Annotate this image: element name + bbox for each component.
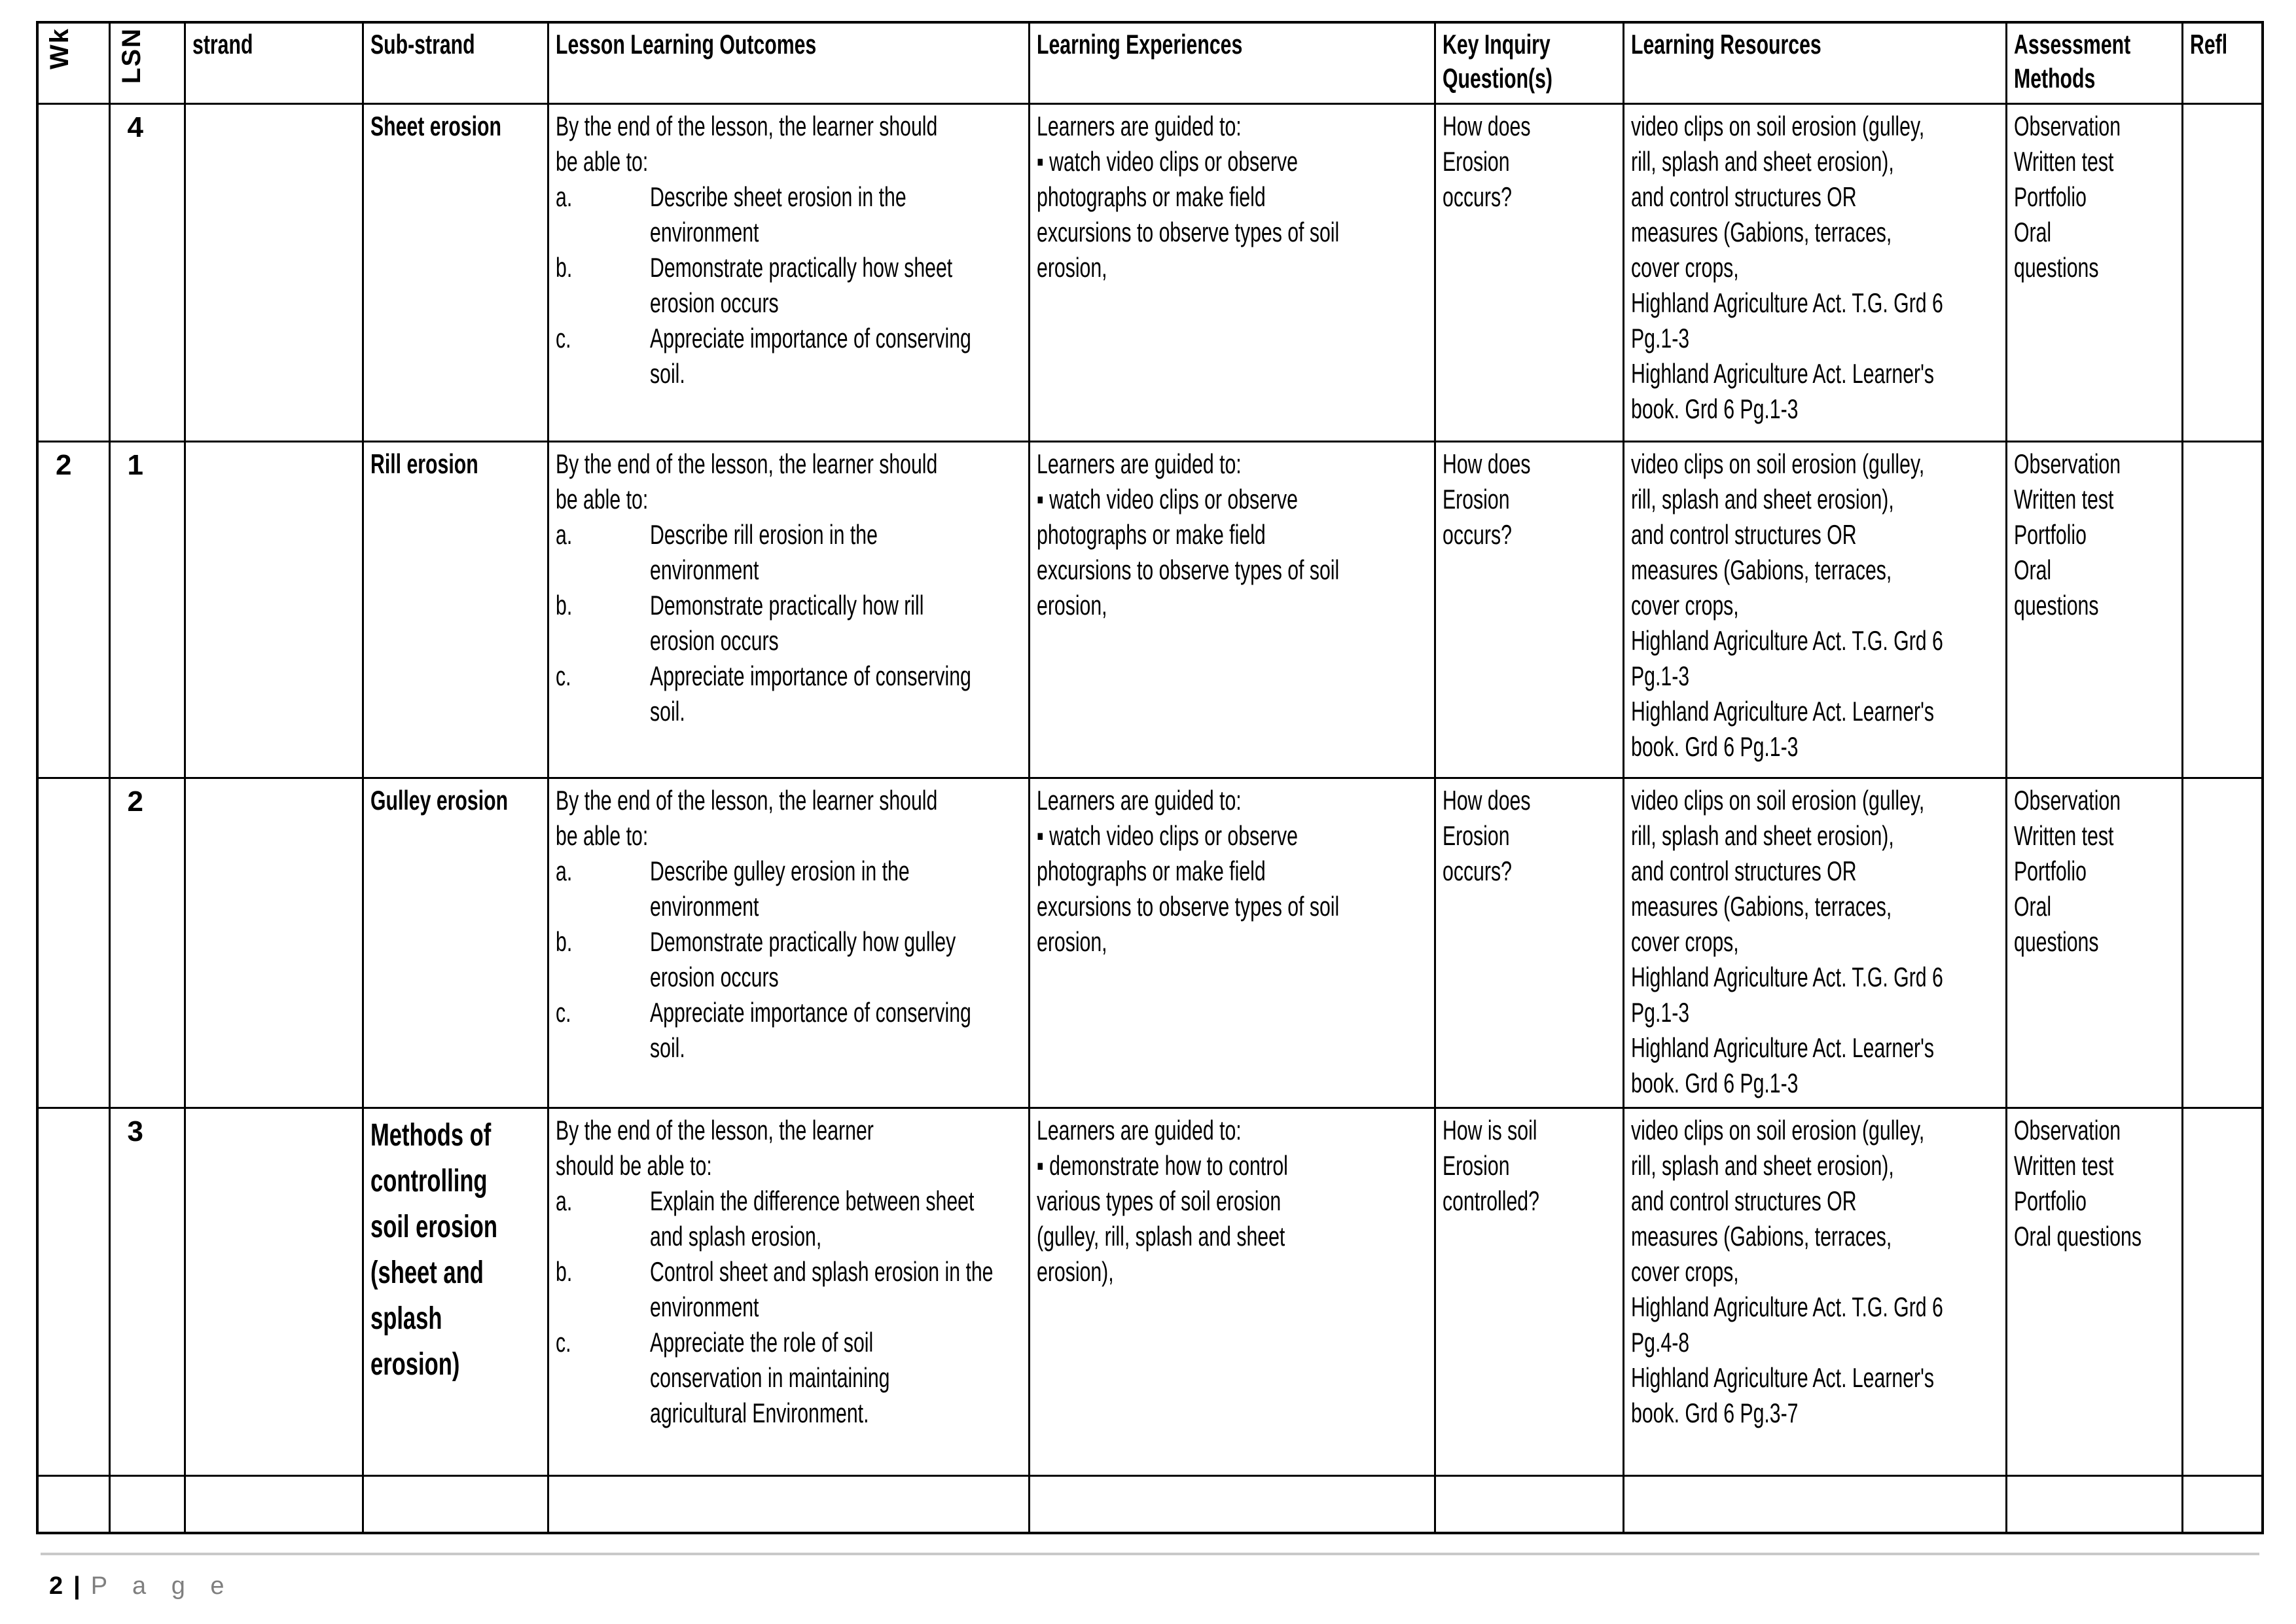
cell-sub-strand: [363, 778, 548, 1108]
table-row-gulley-erosion: [37, 778, 2263, 1108]
cell-lsn: [109, 1475, 185, 1533]
cell-lsn: [109, 1108, 185, 1475]
cell-lsn: [109, 778, 185, 1108]
cell-assessment: [2006, 1108, 2182, 1475]
cell-outcomes: [548, 441, 1029, 778]
outcome-item-text: Appreciate importance of conserving soil.: [649, 322, 971, 389]
outcome-item-text: Describe gulley erosion in the environment: [649, 855, 910, 922]
outcome-item-label: b.: [555, 251, 572, 283]
outcomes-intro: By the end of the lesson, the learner should be able to:: [555, 110, 937, 177]
cell-strand: [185, 441, 363, 778]
footer-separator: |: [73, 1572, 81, 1600]
outcomes-intro: By the end of the lesson, the learner should be able to:: [555, 1114, 874, 1181]
outcome-item-label: b.: [555, 926, 572, 957]
sub-strand-text: Sheet erosion: [370, 110, 501, 141]
scheme-of-work-table: [36, 21, 2264, 1534]
outcome-item: [556, 1254, 1022, 1325]
outcome-item-label: a.: [555, 181, 572, 212]
sub-strand-text: Methods of controlling soil erosion (sheet and splash erosion): [370, 1117, 497, 1382]
key-inquiry-text: How does Erosion occurs?: [1442, 784, 1530, 886]
experiences-bullet: ▪ watch video clips or observe photographs or make field excursions to observe types of soil erosion,: [1036, 483, 1339, 621]
footer-divider: [41, 1553, 2259, 1555]
outcome-item-text: Appreciate importance of conserving soil.: [649, 996, 971, 1063]
cell-strand: [185, 1475, 363, 1533]
lsn-value: 4: [127, 111, 143, 143]
cell-key-inquiry: [1435, 778, 1623, 1108]
cell-assessment: [2006, 103, 2182, 441]
cell-experiences: [1029, 441, 1435, 778]
resources-text: video clips on soil erosion (gulley, rill, splash and sheet erosion), and control structures OR measures (Gabions, terraces, cover crops, Highland Agriculture Act. T.G. Grd 6 Pg.1-3 Highland Agriculture Act. Learner's book. Grd 6 Pg.1-3: [1630, 784, 1943, 1098]
assessment-text: Observation Written test Portfolio Oral questions: [2013, 1114, 2142, 1252]
outcome-item: [556, 250, 1022, 321]
cell-wk: [37, 441, 109, 778]
cell-refl: [2182, 441, 2263, 778]
outcome-item-text: Appreciate the role of soil conservation in maintaining agricultural Environment.: [649, 1326, 889, 1428]
header-experiences-label: Learning Experiences: [1036, 29, 1242, 60]
key-inquiry-text: How does Erosion occurs?: [1442, 110, 1530, 212]
cell-refl: [2182, 778, 2263, 1108]
resources-text: video clips on soil erosion (gulley, rill, splash and sheet erosion), and control structures OR measures (Gabions, terraces, cover crops, Highland Agriculture Act. T.G. Grd 6 Pg.1-3 Highland Agriculture Act. Learner's book. Grd 6 Pg.1-3: [1630, 448, 1943, 762]
cell-strand: [185, 1108, 363, 1475]
cell-key-inquiry: [1435, 1475, 1623, 1533]
cell-sub-strand: [363, 1108, 548, 1475]
outcome-item-text: Control sheet and splash erosion in the environment: [649, 1255, 993, 1322]
header-refl-label: Refl: [2189, 29, 2227, 60]
wk-value: [45, 783, 102, 785]
wk-value: [45, 109, 102, 111]
header-resources: [1623, 22, 2006, 103]
outcome-item: [556, 588, 1022, 659]
outcome-item: [556, 1183, 1022, 1254]
cell-lsn: [109, 103, 185, 441]
outcome-item-text: Describe rill erosion in the environment: [649, 518, 878, 585]
wk-value: [45, 1113, 102, 1115]
header-experiences: [1029, 22, 1435, 103]
cell-lsn: [109, 441, 185, 778]
cell-experiences: [1029, 103, 1435, 441]
experiences-bullet: ▪ watch video clips or observe photographs or make field excursions to observe types of soil erosion,: [1036, 145, 1339, 283]
cell-assessment: [2006, 1475, 2182, 1533]
assessment-text: Observation Written test Portfolio Oral questions: [2013, 110, 2121, 283]
cell-wk: [37, 1475, 109, 1533]
outcome-item: [556, 659, 1022, 729]
outcomes-content: [556, 783, 1022, 1066]
experiences-content: [1037, 783, 1427, 960]
experiences-content: [1037, 1113, 1427, 1290]
wk-value: 2: [56, 448, 72, 481]
table-row-methods-of-controlling: [37, 1108, 2263, 1475]
sub-strand-text: Rill erosion: [370, 448, 478, 479]
header-refl: [2182, 22, 2263, 103]
table-row-sheet-erosion: [37, 103, 2263, 441]
cell-sub-strand: [363, 103, 548, 441]
experiences-bullet: ▪ watch video clips or observe photographs or make field excursions to observe types of soil erosion,: [1036, 820, 1339, 957]
header-sub-strand-label: Sub-strand: [370, 29, 475, 60]
cell-refl: [2182, 1475, 2263, 1533]
header-assessment-label: Assessment Methods: [2013, 29, 2130, 94]
outcome-item: [556, 995, 1022, 1066]
header-lsn: [109, 22, 185, 103]
header-outcomes: [548, 22, 1029, 103]
resources-text: video clips on soil erosion (gulley, rill, splash and sheet erosion), and control structures OR measures (Gabions, terraces, cover crops, Highland Agriculture Act. T.G. Grd 6 Pg.1-3 Highland Agriculture Act. Learner's book. Grd 6 Pg.1-3: [1630, 110, 1943, 424]
outcome-item-label: a.: [555, 855, 572, 886]
cell-strand: [185, 103, 363, 441]
outcome-item: [556, 517, 1022, 588]
key-inquiry-text: How is soil Erosion controlled?: [1442, 1114, 1539, 1216]
outcome-item-label: b.: [555, 589, 572, 621]
header-assessment: [2006, 22, 2182, 103]
cell-wk: [37, 103, 109, 441]
lsn-value: 2: [127, 785, 143, 818]
outcome-item-text: Demonstrate practically how gulley erosion occurs: [649, 926, 956, 992]
experiences-bullet: ▪ demonstrate how to control various types of soil erosion (gulley, rill, splash and sheet erosion),: [1036, 1149, 1288, 1287]
header-sub-strand: [363, 22, 548, 103]
outcome-item-text: Appreciate importance of conserving soil.: [649, 660, 971, 727]
outcome-item-text: Describe sheet erosion in the environment: [649, 181, 906, 247]
cell-experiences: [1029, 1475, 1435, 1533]
lsn-value: 1: [127, 448, 143, 481]
cell-sub-strand: [363, 1475, 548, 1533]
outcome-item-label: c.: [555, 660, 571, 691]
outcome-item-text: Explain the difference between sheet and splash erosion,: [649, 1185, 974, 1252]
outcome-item-label: c.: [555, 996, 571, 1028]
outcome-item-text: Demonstrate practically how rill erosion occurs: [649, 589, 924, 656]
cell-strand: [185, 778, 363, 1108]
cell-assessment: [2006, 441, 2182, 778]
cell-refl: [2182, 103, 2263, 441]
outcomes-intro: By the end of the lesson, the learner should be able to:: [555, 784, 937, 851]
cell-assessment: [2006, 778, 2182, 1108]
cell-experiences: [1029, 1108, 1435, 1475]
cell-key-inquiry: [1435, 1108, 1623, 1475]
outcome-item-label: a.: [555, 518, 572, 550]
header-wk: [37, 22, 109, 103]
table-row-empty: [37, 1475, 2263, 1533]
table-header-row: [37, 22, 2263, 103]
cell-resources: [1623, 441, 2006, 778]
page-number: 2: [49, 1572, 63, 1600]
outcome-item-text: Demonstrate practically how sheet erosion occurs: [649, 251, 952, 318]
table-row-rill-erosion: [37, 441, 2263, 778]
experiences-content: [1037, 446, 1427, 623]
outcome-item: [556, 321, 1022, 391]
outcomes-content: [556, 1113, 1022, 1431]
cell-outcomes: [548, 778, 1029, 1108]
cell-key-inquiry: [1435, 103, 1623, 441]
cell-outcomes: [548, 103, 1029, 441]
experiences-intro: Learners are guided to:: [1036, 110, 1242, 141]
header-strand: [185, 22, 363, 103]
outcome-item-label: c.: [555, 322, 571, 353]
outcomes-content: [556, 109, 1022, 391]
assessment-text: Observation Written test Portfolio Oral questions: [2013, 448, 2121, 621]
experiences-intro: Learners are guided to:: [1036, 784, 1242, 816]
header-key-inquiry: [1435, 22, 1623, 103]
header-lsn-label: LSN: [117, 27, 146, 84]
cell-refl: [2182, 1108, 2263, 1475]
key-inquiry-text: How does Erosion occurs?: [1442, 448, 1530, 550]
assessment-text: Observation Written test Portfolio Oral questions: [2013, 784, 2121, 957]
footer-page-label: P a g e: [90, 1572, 234, 1600]
cell-sub-strand: [363, 441, 548, 778]
outcomes-intro: By the end of the lesson, the learner should be able to:: [555, 448, 937, 514]
page-footer: [49, 1572, 234, 1600]
cell-wk: [37, 778, 109, 1108]
cell-outcomes: [548, 1108, 1029, 1475]
cell-key-inquiry: [1435, 441, 1623, 778]
header-resources-label: Learning Resources: [1630, 29, 1821, 60]
outcome-item-label: c.: [555, 1326, 571, 1358]
experiences-content: [1037, 109, 1427, 285]
outcome-item: [556, 854, 1022, 924]
resources-text: video clips on soil erosion (gulley, rill, splash and sheet erosion), and control structures OR measures (Gabions, terraces, cover crops, Highland Agriculture Act. T.G. Grd 6 Pg.4-8 Highland Agriculture Act. Learner's book. Grd 6 Pg.3-7: [1630, 1114, 1943, 1428]
cell-outcomes: [548, 1475, 1029, 1533]
cell-wk: [37, 1108, 109, 1475]
cell-resources: [1623, 778, 2006, 1108]
cell-experiences: [1029, 778, 1435, 1108]
header-key-inquiry-label: Key Inquiry Question(s): [1442, 29, 1552, 94]
experiences-intro: Learners are guided to:: [1036, 448, 1242, 479]
outcome-item: [556, 1325, 1022, 1431]
outcome-item: [556, 924, 1022, 995]
outcome-item: [556, 179, 1022, 250]
outcome-item-label: b.: [555, 1255, 572, 1287]
outcome-item-label: a.: [555, 1185, 572, 1216]
header-outcomes-label: Lesson Learning Outcomes: [555, 29, 816, 60]
cell-resources: [1623, 103, 2006, 441]
cell-resources: [1623, 1108, 2006, 1475]
lsn-value: 3: [127, 1115, 143, 1147]
experiences-intro: Learners are guided to:: [1036, 1114, 1242, 1146]
header-wk-label: Wk: [45, 27, 74, 69]
outcomes-content: [556, 446, 1022, 729]
cell-resources: [1623, 1475, 2006, 1533]
sub-strand-text: Gulley erosion: [370, 784, 508, 816]
header-strand-label: strand: [192, 29, 253, 60]
